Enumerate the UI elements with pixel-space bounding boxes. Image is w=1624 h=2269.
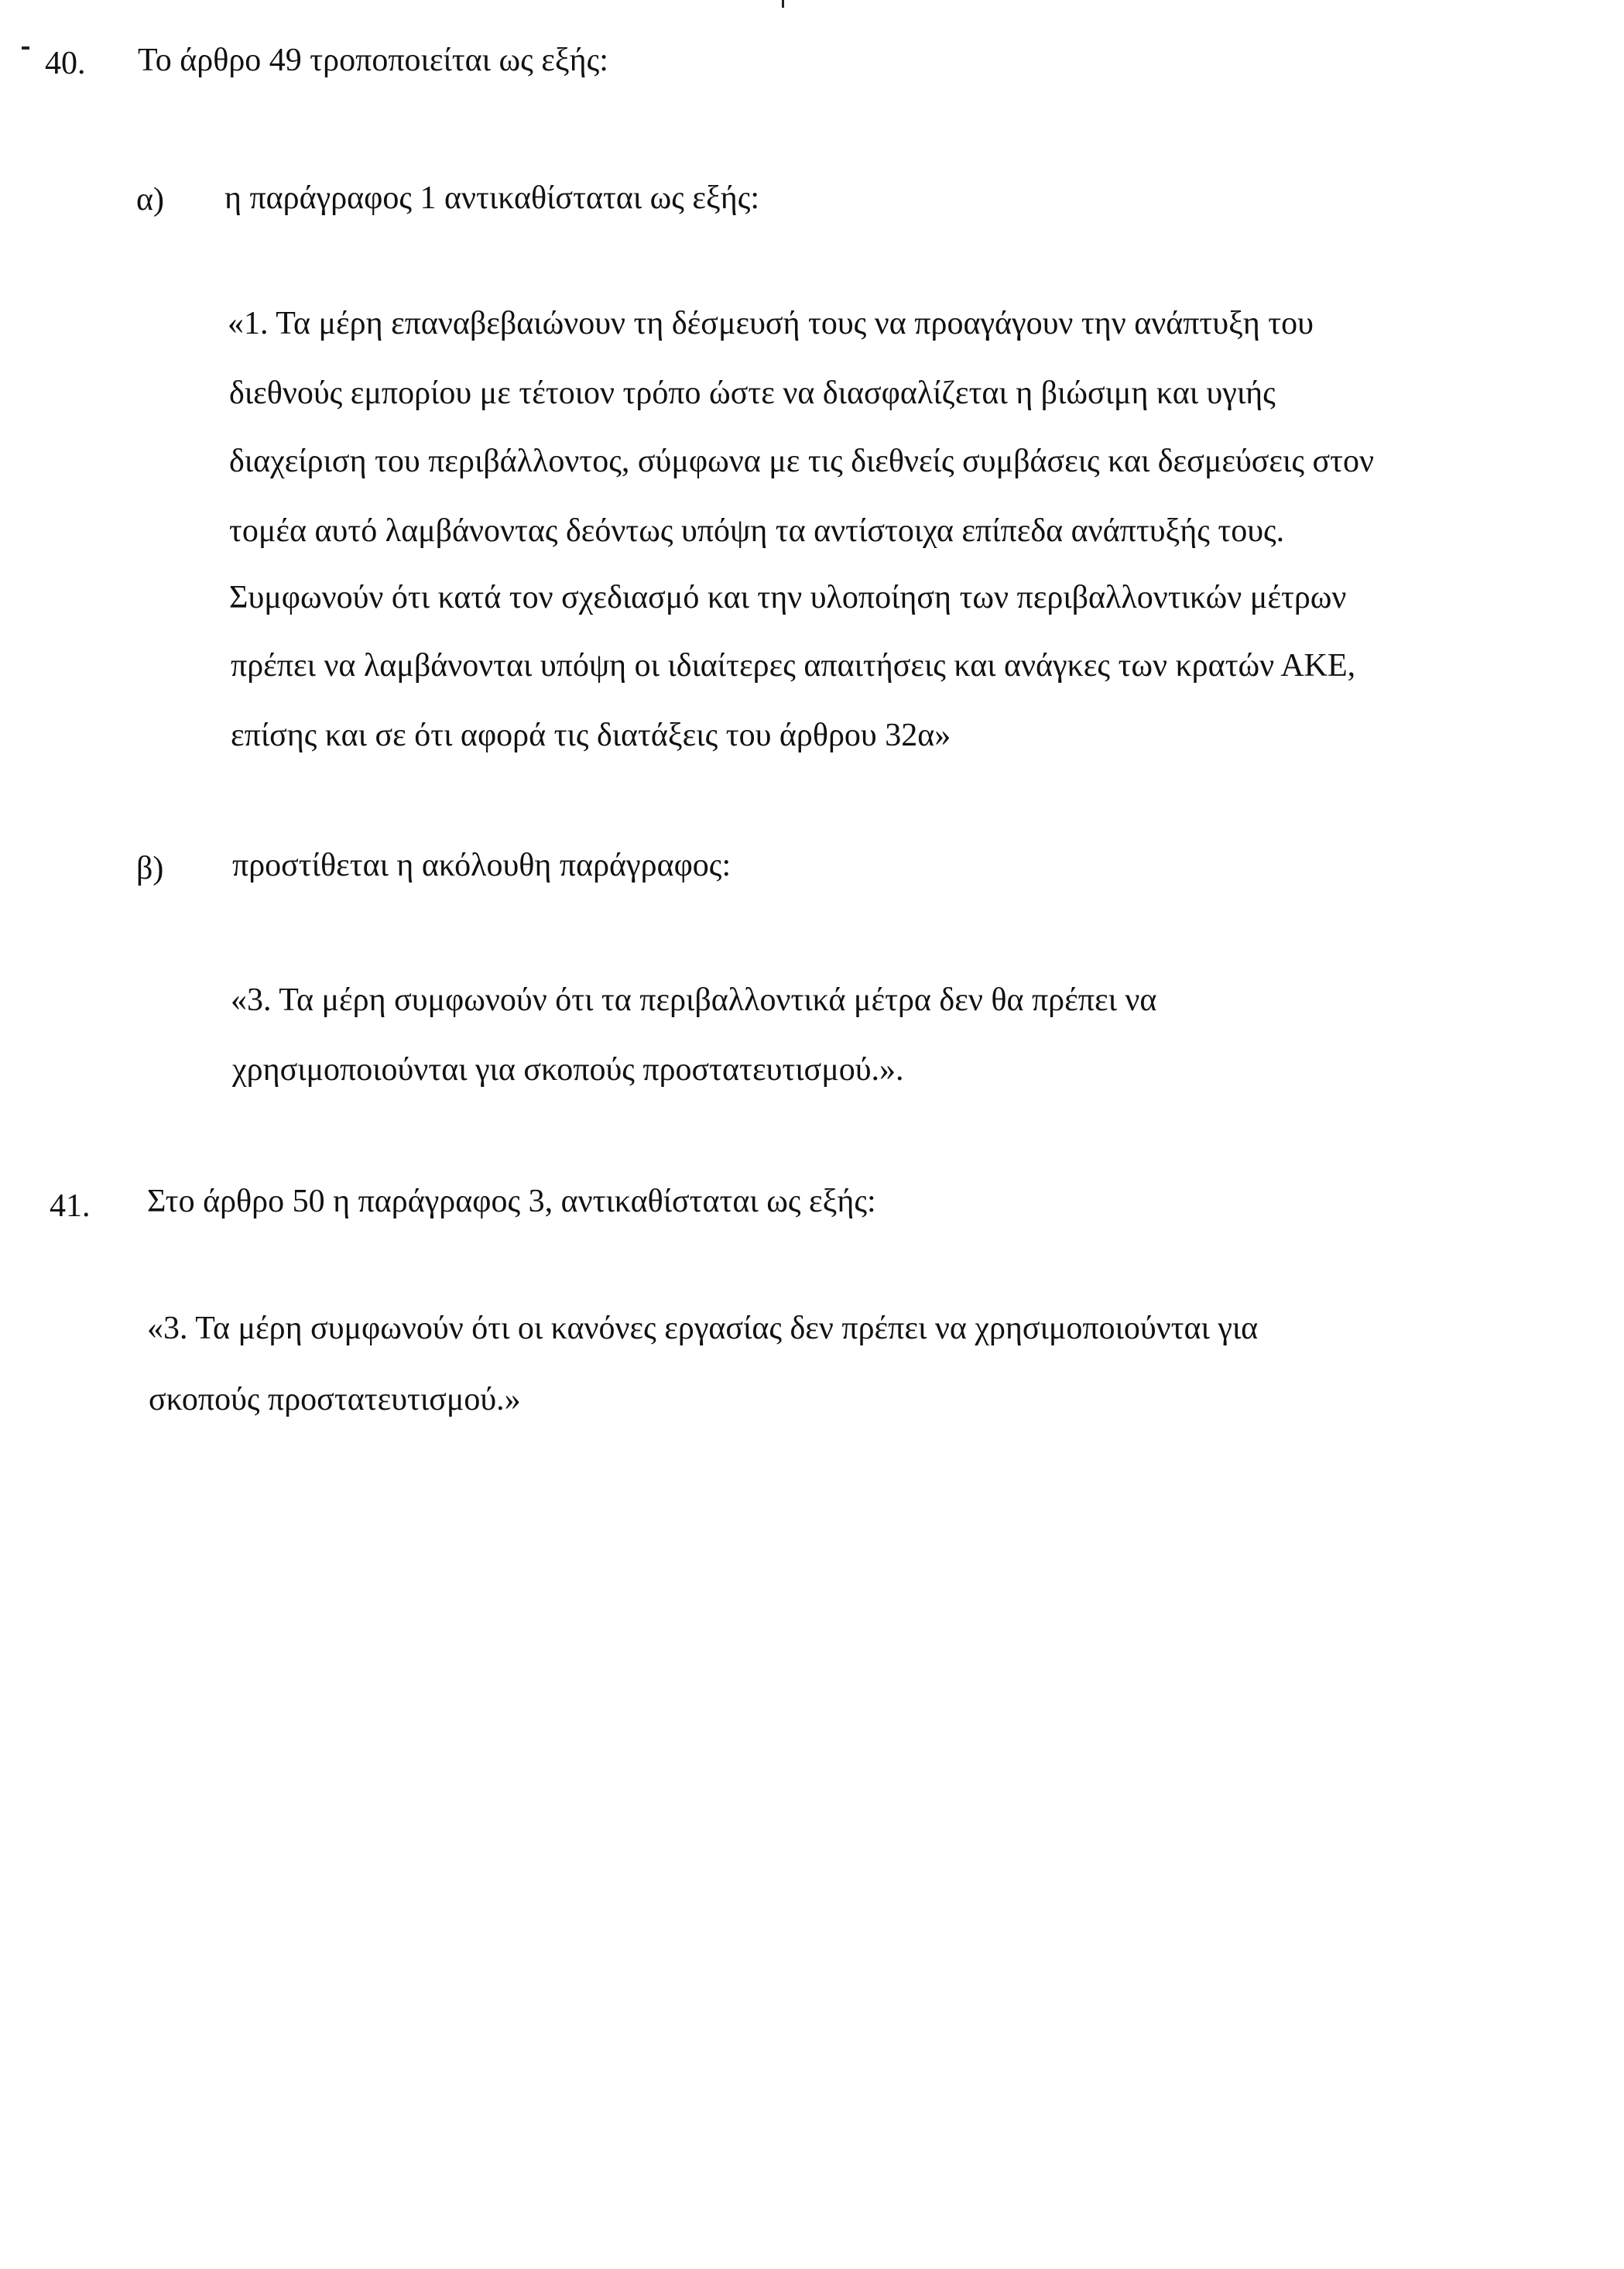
item-40-sub-b-text: προστίθεται η ακόλουθη παράγραφος: bbox=[232, 848, 731, 883]
quote-line: πρέπει να λαμβάνονται υπόψη οι ιδιαίτερες απαιτήσεις και ανάγκες των κρατών ΑΚΕ, bbox=[231, 648, 1356, 684]
quote-line: χρησιμοποιούνται για σκοπούς προστατευτισμού.». bbox=[232, 1052, 904, 1088]
item-40-heading: Το άρθρο 49 τροποποιείται ως εξής: bbox=[138, 43, 608, 78]
quote-line: διαχείριση του περιβάλλοντος, σύμφωνα με τις διεθνείς συμβάσεις και δεσμεύσεις στον bbox=[229, 444, 1374, 479]
item-40-number: 40. bbox=[45, 46, 86, 81]
item-41-heading: Στο άρθρο 50 η παράγραφος 3, αντικαθίσταται ως εξής: bbox=[147, 1184, 876, 1219]
item-40-sub-a-text: η παράγραφος 1 αντικαθίσταται ως εξής: bbox=[224, 180, 760, 216]
quote-line: «3. Τα μέρη συμφωνούν ότι τα περιβαλλοντικά μέτρα δεν θα πρέπει να bbox=[231, 982, 1157, 1018]
quote-line: τομέα αυτό λαμβάνοντας δεόντως υπόψη τα αντίστοιχα επίπεδα ανάπτυξής τους. bbox=[229, 513, 1285, 549]
quote-line: «3. Τα μέρη συμφωνούν ότι οι κανόνες εργασίας δεν πρέπει να χρησιμοποιούνται για bbox=[147, 1311, 1259, 1346]
scan-mark bbox=[22, 46, 29, 50]
item-41-number: 41. bbox=[50, 1188, 91, 1224]
item-40-sub-a-marker: α) bbox=[136, 182, 164, 218]
item-40-sub-b-marker: β) bbox=[136, 851, 164, 886]
quote-line: διεθνούς εμπορίου με τέτοιον τρόπο ώστε να διασφαλίζεται η βιώσιμη και υγιής bbox=[229, 375, 1276, 411]
quote-line: «1. Τα μέρη επαναβεβαιώνουν τη δέσμευσή τους να προαγάγουν την ανάπτυξη του bbox=[228, 306, 1314, 341]
quote-line: επίσης και σε ότι αφορά τις διατάξεις του άρθρου 32α» bbox=[231, 718, 951, 753]
quote-line: Συμφωνούν ότι κατά τον σχεδιασμό και την υλοποίηση των περιβαλλοντικών μέτρων bbox=[229, 580, 1347, 615]
scan-mark bbox=[782, 0, 784, 8]
quote-line: σκοπούς προστατευτισμού.» bbox=[149, 1382, 521, 1417]
